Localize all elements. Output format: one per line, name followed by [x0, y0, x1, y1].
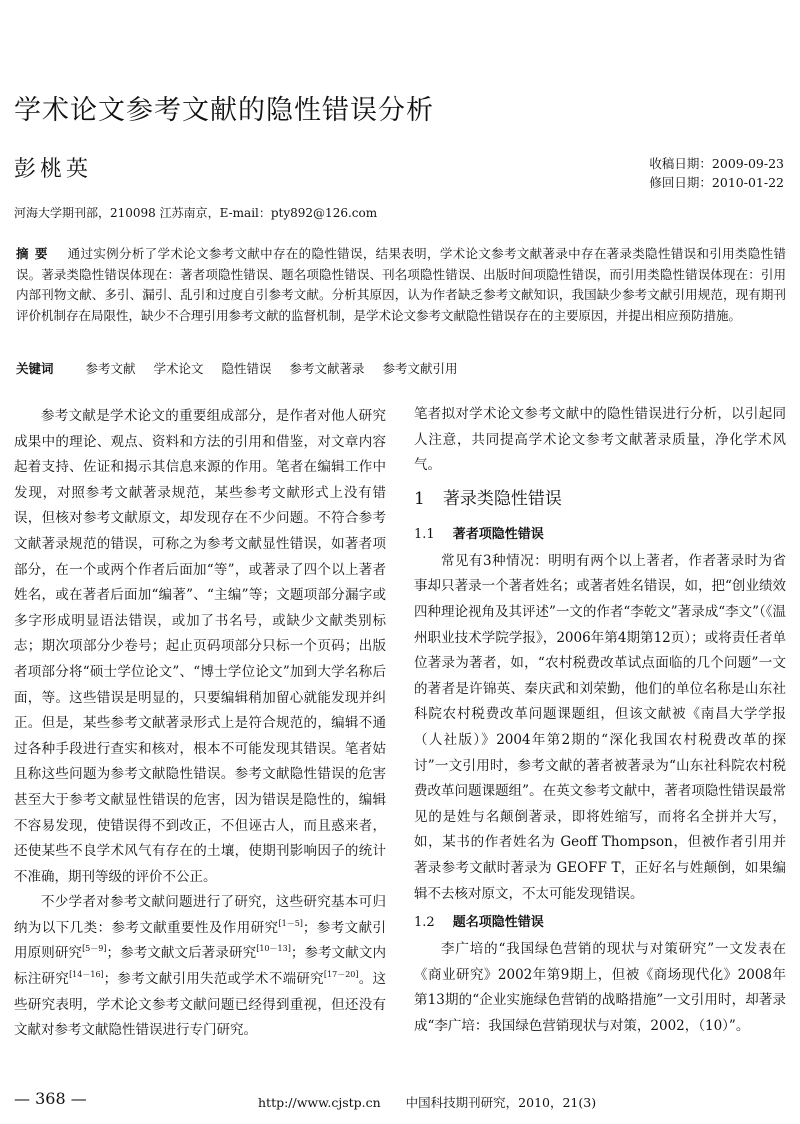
keywords-label: 关键词: [16, 361, 54, 376]
body-paragraph: 不少学者对参考文献问题进行了研究，这些研究基本可归纳为以下几类：参考文献重要性及作用研究[1－5]；参考文献引用原则研究[5－9]；参考文献文后著录研究[10－13]；参考文献文内标注研究[14－16]；参考文献引用失范或学术不端研究[17－20]。这些研究表明，学术论文参考文献问题已经得到重视，但还没有文献对参考文献隐性错误进行专门研究。: [14, 894, 387, 1039]
citation: [17－20]: [323, 970, 359, 980]
citation: [10－13]: [256, 944, 291, 954]
journal-info: http://www.cjstp.cn 中国科技期刊研究，2010，21(3): [258, 1095, 597, 1110]
received-date: 收稿日期：2009-09-23: [649, 156, 784, 171]
subsection-heading: 1.2 题名项隐性错误: [414, 915, 544, 931]
abstract-text: 通过实例分析了学术论文参考文献中存在的隐性错误，结果表明，学术论文参考文献著录中存在著录类隐性错误和引用类隐性错误。著录类隐性错误体现在：著者项隐性错误、题名项隐性错误、刊名项隐性错误、出版时间项隐性错误，而引用类隐性错误体现在：引用内部刊物文献、多引、漏引、乱引和过度自引参考文献。分析其原因，认为作者缺乏参考文献知识，我国缺少参考文献引用规范，现有期刊评价机制存在局限性，缺少不合理引用参考文献的监督机制，是学术论文参考文献隐性错误存在的主要原因，并提出相应预防措施。: [16, 246, 786, 323]
abstract-label: 摘要: [16, 246, 54, 261]
author-name: 彭桃英: [14, 157, 93, 182]
citation: [5－9]: [82, 944, 107, 954]
body-paragraph: 笔者拟对学术论文参考文献中的隐性错误进行分析，以引起同人注意，共同提高学术论文参考文献著录质量，净化学术风气。: [414, 406, 786, 474]
citation: [14－16]: [69, 970, 104, 980]
body-column-left: [14, 404, 386, 1044]
body-column-right: [414, 402, 786, 1039]
affiliation: 河海大学期刊部，210098 江苏南京，E-mail：pty892@126.com: [14, 206, 378, 220]
body-paragraph: 李广培的“我国绿色营销的现状与对策研究”一文发表在《商业研究》2002年第9期上，但被《商场现代化》2008年第13期的“企业实施绿色营销的战略措施”一文引用时，却著录成“李广培：我国绿色营销现状与对策，2002，（10）”。: [414, 941, 786, 1034]
page-number: — 368 —: [14, 1089, 87, 1108]
body-paragraph: 常见有3种情况：明明有两个以上著者，作者著录时为省事却只著录一个著者姓名；或著者姓名错误，如，把“创业绩效四种理论视角及其评述”一文的作者“李乾文”著录成“李文”（《温州职业技术学院学报》，2006年第4期第12页）；或将责任者单位著录为著者，如，“农村税费改革试点面临的几个问题”一文的著者是许锦英、秦庆武和刘荣勤，他们的单位名称是山东社科院农村税费改革问题课题组，但该文献被《南昌大学学报（人社版）》2004年第2期的“深化我国农村税费改革的探讨”一文引用时，参考文献的著者被著录为“山东社科院农村税费改革问题课题组”。在英文参考文献中，著者项隐性错误最常见的是姓与名颠倒著录，即将姓缩写，而将名全拼并大写，如，某书的作者姓名为 Geoff Thompson，但被作者引用并著录参考文献时著录为 GEOFF T，正好名与姓颠倒，如果编辑不去核对原文，不太可能发现错误。: [414, 552, 787, 902]
section-heading: 1 著录类隐性错误: [414, 488, 562, 509]
abstract: [16, 244, 786, 326]
keywords: [16, 359, 472, 377]
keyword: 参考文献著录: [289, 361, 365, 376]
received-dates: [649, 154, 784, 192]
keyword: 参考文献: [85, 361, 136, 376]
keyword: 参考文献引用: [382, 361, 458, 376]
keyword: 学术论文: [153, 361, 204, 376]
keyword: 隐性错误: [221, 361, 272, 376]
article-title: 学术论文参考文献的隐性错误分析: [14, 95, 434, 126]
subsection-heading: 1.1 著者项隐性错误: [414, 526, 544, 542]
revised-date: 修回日期：2010-01-22: [649, 175, 784, 190]
citation: [1－5]: [278, 918, 303, 928]
body-paragraph: 参考文献是学术论文的重要组成部分，是作者对他人研究成果中的理论、观点、资料和方法的引用和借鉴，对文章内容起着支持、佐证和揭示其信息来源的作用。笔者在编辑工作中发现，对照参考文献著录规范，某些参考文献形式上没有错误，但核对参考文献原文，却发现存在不少问题。不符合参考文献著录规范的错误，可称之为参考文献显性错误，如著者项部分，在一个或两个作者后面加“等”，或著录了四个以上著者姓名，或在著者后面加“编著”、“主编”等；文题项部分漏字或多字形成明显语法错误，或加了书名号，或缺少文献类别标志；期次项部分少卷号；起止页码项部分只标一个页码；出版者项部分将“硕士学位论文”、“博士学位论文”加到大学名称后面，等。这些错误是明显的，只要编辑稍加留心就能发现并纠正。但是，某些参考文献著录形式上是符合规范的，编辑不通过各种手段进行查实和核对，根本不可能发现其错误。笔者姑且称这些问题为参考文献隐性错误。参考文献隐性错误的危害甚至大于参考文献显性错误的危害，因为错误是隐性的，编辑不容易发现，使错误得不到改正，不但诬古人，而且惑来者，还使某些不良学术风气有存在的土壤，使期刊影响因子的统计不准确，期刊等级的评价不公正。: [14, 408, 386, 885]
